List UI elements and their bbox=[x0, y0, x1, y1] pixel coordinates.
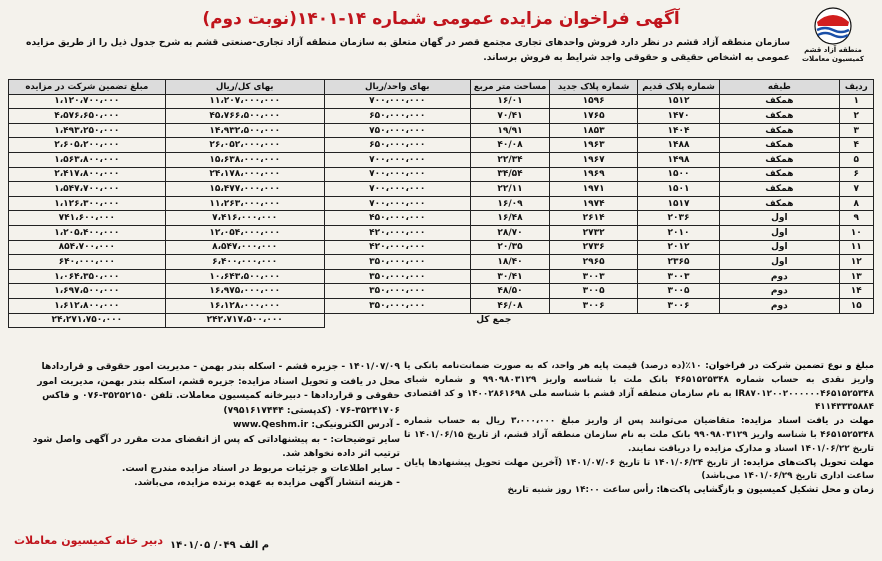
note-cost bbox=[10, 476, 400, 491]
cell-new-plate: ۱۸۵۳ bbox=[550, 123, 638, 138]
cell-unit-price: ۳۵۰،۰۰۰،۰۰۰ bbox=[324, 255, 470, 270]
cell-floor: اول bbox=[720, 255, 839, 270]
table-row bbox=[9, 94, 874, 109]
table-row bbox=[9, 211, 874, 226]
cell-row-number: ۶ bbox=[839, 167, 873, 182]
cell-area: ۳۴/۵۴ bbox=[470, 167, 550, 182]
note-text: - سایر اطلاعات و جزئیات مربوط در اسناد مزایده مندرج است. bbox=[121, 462, 400, 474]
cell-row-number: ۱۵ bbox=[839, 298, 873, 313]
cell-new-plate: ۳۰۰۳ bbox=[550, 269, 638, 284]
cell-new-plate: ۱۹۷۴ bbox=[550, 196, 638, 211]
intro-paragraph: سازمان منطقه آزاد قشم در نظر دارد فروش واحدهای تجاری مجتمع قصر در گهان متعلق به سازمان منطقه آزاد تجاری-صنعتی قشم به شرح جدول ذیل را از طریق مزایده عمومی به اشخاص حقیقی و حقوقی واجد شرایط به فروش برساند. bbox=[26, 37, 790, 63]
cell-area: ۲۰/۳۵ bbox=[470, 240, 550, 255]
header-unit-price: بهای واحد/ریال bbox=[324, 80, 470, 95]
total-spacer bbox=[324, 313, 470, 327]
cell-old-plate: ۳۰۰۳ bbox=[637, 269, 719, 284]
cell-area: ۱۶/۰۹ bbox=[470, 196, 550, 211]
total-label: جمع کل bbox=[476, 315, 512, 326]
note-text: - به پیشنهاداتی که پس از انقضای مدت مقرر در آگهی واصل شود ترتیب اثر داده نخواهد شد. bbox=[32, 433, 400, 459]
note-label: - آدرس الکترونیکی: bbox=[311, 419, 400, 430]
cell-total-price: ۲۴،۱۷۸،۰۰۰،۰۰۰ bbox=[165, 167, 324, 182]
header-row-number: ردیف bbox=[839, 80, 873, 95]
table-body bbox=[9, 94, 874, 313]
note-other bbox=[10, 433, 400, 462]
reference-number: م الف ۰۴۹/ ۱۴۰۱/۰۵ bbox=[170, 540, 270, 551]
cell-unit-price: ۳۵۰،۰۰۰،۰۰۰ bbox=[324, 298, 470, 313]
cell-guarantee: ۷۴۱،۶۰۰،۰۰۰ bbox=[9, 211, 166, 226]
note-documents-location bbox=[10, 375, 400, 419]
table-row bbox=[9, 284, 874, 299]
cell-guarantee: ۶۴۰،۰۰۰،۰۰۰ bbox=[9, 255, 166, 270]
table-row bbox=[9, 240, 874, 255]
total-price: ۲۴۲،۷۱۷،۵۰۰،۰۰۰ bbox=[165, 313, 324, 327]
cell-total-price: ۷،۴۱۶،۰۰۰،۰۰۰ bbox=[165, 211, 324, 226]
cell-area: ۱۶/۰۱ bbox=[470, 94, 550, 109]
cell-floor: همکف bbox=[720, 94, 839, 109]
note-website bbox=[10, 418, 400, 433]
cell-unit-price: ۴۲۰،۰۰۰،۰۰۰ bbox=[324, 225, 470, 240]
cell-row-number: ۱ bbox=[839, 94, 873, 109]
cell-new-plate: ۳۰۰۶ bbox=[550, 298, 638, 313]
cell-total-price: ۱۶،۱۲۸،۰۰۰،۰۰۰ bbox=[165, 298, 324, 313]
cell-guarantee: ۱،۱۲۰،۷۰۰،۰۰۰ bbox=[9, 94, 166, 109]
note-guarantee bbox=[404, 360, 874, 415]
cell-new-plate: ۲۶۱۴ bbox=[550, 211, 638, 226]
cell-floor: همکف bbox=[720, 152, 839, 167]
total-row bbox=[9, 313, 874, 327]
cell-old-plate: ۱۴۹۸ bbox=[637, 152, 719, 167]
cell-new-plate: ۳۰۰۵ bbox=[550, 284, 638, 299]
cell-area: ۲۲/۳۴ bbox=[470, 152, 550, 167]
cell-old-plate: ۳۰۰۵ bbox=[637, 284, 719, 299]
cell-row-number: ۹ bbox=[839, 211, 873, 226]
cell-new-plate: ۱۷۶۵ bbox=[550, 109, 638, 124]
header-floor: طبقه bbox=[720, 80, 839, 95]
cell-row-number: ۱۲ bbox=[839, 255, 873, 270]
logo-text-2: کمیسیون معاملات bbox=[802, 55, 864, 63]
cell-unit-price: ۷۰۰،۰۰۰،۰۰۰ bbox=[324, 94, 470, 109]
note-text: ۱۴۰۱/۰۷/۰۹ - جزیره قشم - اسکله بندر بهمن - مدیریت امور حقوقی و قراردادها bbox=[41, 361, 400, 372]
cell-total-price: ۱۲،۰۵۴،۰۰۰،۰۰۰ bbox=[165, 225, 324, 240]
header-new-plate: شماره پلاک جدید bbox=[550, 80, 638, 95]
cell-guarantee: ۱،۱۲۶،۳۰۰،۰۰۰ bbox=[9, 196, 166, 211]
note-text: متقاضیان می‌توانند پس از واریز مبلغ ۳،۰۰۰،۰۰۰ ریال به حساب شماره ۴۶۵۱۵۲۵۳۴۸ با شناسه واریز ۹۹۰۹۸۰۳۱۲۹ بانک ملت به نام سازمان منطقه آزاد قشم، از تاریخ ۱۴۰۱/۰۶/۱۵ تا تاریخ ۱۴۰۱/۰۶/۲۲ اسناد و مدارک مزایده را دریافت نمایند. bbox=[404, 416, 874, 454]
cell-total-price: ۱۶،۹۷۵،۰۰۰،۰۰۰ bbox=[165, 284, 324, 299]
note-text: - هزینه انتشار آگهی مزایده به عهده برنده مزایده، می‌باشد. bbox=[134, 477, 400, 488]
cell-guarantee: ۱،۶۹۷،۵۰۰،۰۰۰ bbox=[9, 284, 166, 299]
note-label: زمان و محل تشکیل کمیسیون و بازگشایی پاکت‌ها: bbox=[656, 485, 874, 496]
cell-unit-price: ۷۰۰،۰۰۰،۰۰۰ bbox=[324, 182, 470, 197]
note-label: مبلغ و نوع تضمین شرکت در فراخوان: bbox=[705, 361, 874, 371]
table-row bbox=[9, 225, 874, 240]
cell-unit-price: ۴۵۰،۰۰۰،۰۰۰ bbox=[324, 211, 470, 226]
cell-guarantee: ۸۵۴،۷۰۰،۰۰۰ bbox=[9, 240, 166, 255]
cell-total-price: ۱۵،۶۳۸،۰۰۰،۰۰۰ bbox=[165, 152, 324, 167]
cell-guarantee: ۱،۴۹۳،۲۵۰،۰۰۰ bbox=[9, 123, 166, 138]
note-label: مهلت در یافت اسناد مزایده: bbox=[740, 416, 874, 427]
cell-row-number: ۱۰ bbox=[839, 225, 873, 240]
cell-old-plate: ۱۵۱۲ bbox=[637, 94, 719, 109]
signature: دبیر خانه کمیسیون معاملات bbox=[14, 534, 164, 547]
note-label: مهلت تحویل پاکت‌های مزایده: bbox=[743, 457, 874, 468]
table-header-row bbox=[9, 80, 874, 95]
cell-new-plate: ۱۹۷۱ bbox=[550, 182, 638, 197]
cell-total-price: ۱۱،۲۰۷،۰۰۰،۰۰۰ bbox=[165, 94, 324, 109]
table-row bbox=[9, 255, 874, 270]
cell-row-number: ۷ bbox=[839, 182, 873, 197]
cell-area: ۱۸/۴۰ bbox=[470, 255, 550, 270]
note-text: رأس ساعت ۱۴:۰۰ روز شنبه تاریخ bbox=[507, 485, 657, 496]
cell-area: ۱۶/۴۸ bbox=[470, 211, 550, 226]
notes-right bbox=[404, 360, 874, 498]
cell-total-price: ۱۱،۲۶۳،۰۰۰،۰۰۰ bbox=[165, 196, 324, 211]
cell-floor: همکف bbox=[720, 109, 839, 124]
cell-floor: دوم bbox=[720, 284, 839, 299]
cell-old-plate: ۱۵۰۱ bbox=[637, 182, 719, 197]
cell-row-number: ۸ bbox=[839, 196, 873, 211]
cell-old-plate: ۳۰۰۶ bbox=[637, 298, 719, 313]
note-text: جزیره قشم، اسکله بندر بهمن، مدیریت امور حقوقی و قراردادها - دبیرخانه کمیسیون معاملات. تلفن ۳۵۲۵۲۱۵۰-۰۷۶ و فاکس ۳۵۲۴۱۷۰۶-۰۷۶ (کدپستی: ۷۹۵۱۶۱۷۴۴۴) bbox=[37, 375, 400, 416]
cell-new-plate: ۱۵۹۶ bbox=[550, 94, 638, 109]
note-details bbox=[10, 462, 400, 477]
cell-new-plate: ۱۹۶۹ bbox=[550, 167, 638, 182]
cell-unit-price: ۷۰۰،۰۰۰،۰۰۰ bbox=[324, 167, 470, 182]
cell-floor: همکف bbox=[720, 196, 839, 211]
cell-new-plate: ۲۷۳۲ bbox=[550, 225, 638, 240]
cell-area: ۴۰/۰۸ bbox=[470, 138, 550, 153]
cell-unit-price: ۳۵۰،۰۰۰،۰۰۰ bbox=[324, 269, 470, 284]
cell-guarantee: ۲،۶۰۵،۲۰۰،۰۰۰ bbox=[9, 138, 166, 153]
cell-old-plate: ۱۴۷۰ bbox=[637, 109, 719, 124]
note-submission-deadline bbox=[404, 457, 874, 485]
logo-text-1: منطقه آزاد قشم bbox=[804, 46, 862, 54]
note-document-deadline bbox=[404, 415, 874, 456]
header-total-price: بهای کل/ریال bbox=[165, 80, 324, 95]
cell-floor: اول bbox=[720, 225, 839, 240]
header-guarantee: مبلغ تضمین شرکت در مزایده bbox=[9, 80, 166, 95]
cell-floor: همکف bbox=[720, 138, 839, 153]
cell-new-plate: ۲۷۳۶ bbox=[550, 240, 638, 255]
cell-old-plate: ۲۰۱۲ bbox=[637, 240, 719, 255]
cell-floor: دوم bbox=[720, 269, 839, 284]
cell-area: ۱۹/۹۱ bbox=[470, 123, 550, 138]
cell-old-plate: ۲۰۳۶ bbox=[637, 211, 719, 226]
note-label: محل در یافت و تحویل اسناد مزایده: bbox=[237, 375, 400, 387]
table-row bbox=[9, 123, 874, 138]
header-old-plate: شماره پلاک قدیم bbox=[637, 80, 719, 95]
cell-row-number: ۲ bbox=[839, 109, 873, 124]
auction-table bbox=[8, 79, 874, 328]
table-row bbox=[9, 269, 874, 284]
note-text: ۱۰٪(ده درصد) قیمت پایه هر واحد، که به صورت ضمانت‌نامه بانکی یا واریز نقدی به حساب شماره ۴۶۵۱۵۲۵۳۴۸ بانک ملت با شناسه واریز ۹۹۰۹۸۰۳۱۲۹ و شماره شبای IR۸۷۰۱۲۰۰۲۰۰۰۰۰۰۴۶۵۱۵۲۵۳۴۸ به نام سازمان منطقه آزاد قشم با شناسه ملی ۱۴۰۰۲۸۶۱۶۹۸ و کد اقتصادی ۴۱۱۴۳۳۳۵۸۸۴ bbox=[404, 361, 874, 413]
cell-row-number: ۱۱ bbox=[839, 240, 873, 255]
cell-total-price: ۸،۵۴۷،۰۰۰،۰۰۰ bbox=[165, 240, 324, 255]
website-link[interactable]: www.Qeshm.ir bbox=[232, 419, 312, 430]
cell-floor: اول bbox=[720, 240, 839, 255]
cell-unit-price: ۷۰۰،۰۰۰،۰۰۰ bbox=[324, 152, 470, 167]
cell-total-price: ۶،۴۰۰،۰۰۰،۰۰۰ bbox=[165, 255, 324, 270]
table-row bbox=[9, 109, 874, 124]
cell-old-plate: ۱۴۰۴ bbox=[637, 123, 719, 138]
cell-guarantee: ۱،۵۶۳،۸۰۰،۰۰۰ bbox=[9, 152, 166, 167]
cell-new-plate: ۲۹۶۵ bbox=[550, 255, 638, 270]
header bbox=[8, 4, 874, 34]
note-text: از تاریخ ۱۴۰۱/۰۶/۲۴ تا تاریخ ۱۴۰۱/۰۷/۰۶ (آخرین مهلت تحویل پیشنهادها پایان ساعت اداری تاریخ ۱۴۰۱/۰۶/۲۹ می‌باشد) bbox=[404, 457, 874, 482]
cell-total-price: ۱۴،۹۳۲،۵۰۰،۰۰۰ bbox=[165, 123, 324, 138]
cell-unit-price: ۳۵۰،۰۰۰،۰۰۰ bbox=[324, 284, 470, 299]
cell-area: ۲۸/۷۰ bbox=[470, 225, 550, 240]
cell-new-plate: ۱۹۶۷ bbox=[550, 152, 638, 167]
cell-floor: اول bbox=[720, 211, 839, 226]
cell-total-price: ۲۶،۰۵۲،۰۰۰،۰۰۰ bbox=[165, 138, 324, 153]
table-row bbox=[9, 298, 874, 313]
cell-floor: همکف bbox=[720, 167, 839, 182]
cell-unit-price: ۶۵۰،۰۰۰،۰۰۰ bbox=[324, 138, 470, 153]
table-row bbox=[9, 182, 874, 197]
cell-old-plate: ۱۵۱۷ bbox=[637, 196, 719, 211]
cell-unit-price: ۴۲۰،۰۰۰،۰۰۰ bbox=[324, 240, 470, 255]
total-guarantee: ۲۴،۲۷۱،۷۵۰،۰۰۰ bbox=[9, 313, 166, 327]
table-row bbox=[9, 196, 874, 211]
table-row bbox=[9, 167, 874, 182]
cell-unit-price: ۷۵۰،۰۰۰،۰۰۰ bbox=[324, 123, 470, 138]
cell-row-number: ۴ bbox=[839, 138, 873, 153]
cell-area: ۳۰/۴۱ bbox=[470, 269, 550, 284]
cell-row-number: ۳ bbox=[839, 123, 873, 138]
cell-old-plate: ۱۴۸۸ bbox=[637, 138, 719, 153]
cell-row-number: ۱۴ bbox=[839, 284, 873, 299]
cell-unit-price: ۶۵۰،۰۰۰،۰۰۰ bbox=[324, 109, 470, 124]
cell-guarantee: ۱،۵۴۷،۷۰۰،۰۰۰ bbox=[9, 182, 166, 197]
note-commission-date bbox=[10, 360, 400, 375]
cell-unit-price: ۷۰۰،۰۰۰،۰۰۰ bbox=[324, 196, 470, 211]
cell-floor: دوم bbox=[720, 298, 839, 313]
header-area: مساحت متر مربع bbox=[470, 80, 550, 95]
cell-total-price: ۱۵،۴۷۷،۰۰۰،۰۰۰ bbox=[165, 182, 324, 197]
note-label: سایر توضیحات: bbox=[330, 433, 400, 445]
cell-guarantee: ۱،۲۰۵،۴۰۰،۰۰۰ bbox=[9, 225, 166, 240]
cell-row-number: ۵ bbox=[839, 152, 873, 167]
table-row bbox=[9, 152, 874, 167]
cell-guarantee: ۴،۵۷۶،۶۵۰،۰۰۰ bbox=[9, 109, 166, 124]
cell-row-number: ۱۳ bbox=[839, 269, 873, 284]
page-title: آگهی فراخوان مزایده عمومی شماره ۱۴-۱۴۰۱(نوبت دوم) bbox=[202, 9, 680, 29]
cell-floor: همکف bbox=[720, 182, 839, 197]
cell-floor: همکف bbox=[720, 123, 839, 138]
cell-area: ۴۸/۵۰ bbox=[470, 284, 550, 299]
cell-area: ۴۶/۰۸ bbox=[470, 298, 550, 313]
cell-new-plate: ۱۹۶۳ bbox=[550, 138, 638, 153]
cell-total-price: ۱۰،۶۴۳،۵۰۰،۰۰۰ bbox=[165, 269, 324, 284]
notes-left bbox=[10, 360, 400, 491]
cell-old-plate: ۱۵۰۰ bbox=[637, 167, 719, 182]
cell-area: ۲۲/۱۱ bbox=[470, 182, 550, 197]
cell-guarantee: ۲،۴۱۷،۸۰۰،۰۰۰ bbox=[9, 167, 166, 182]
note-commission-time bbox=[404, 484, 874, 498]
cell-guarantee: ۱،۶۱۲،۸۰۰،۰۰۰ bbox=[9, 298, 166, 313]
cell-area: ۷۰/۴۱ bbox=[470, 109, 550, 124]
cell-old-plate: ۲۰۱۰ bbox=[637, 225, 719, 240]
cell-total-price: ۴۵،۷۶۶،۵۰۰،۰۰۰ bbox=[165, 109, 324, 124]
cell-old-plate: ۲۳۶۵ bbox=[637, 255, 719, 270]
table-row bbox=[9, 138, 874, 153]
cell-guarantee: ۱،۰۶۴،۳۵۰،۰۰۰ bbox=[9, 269, 166, 284]
